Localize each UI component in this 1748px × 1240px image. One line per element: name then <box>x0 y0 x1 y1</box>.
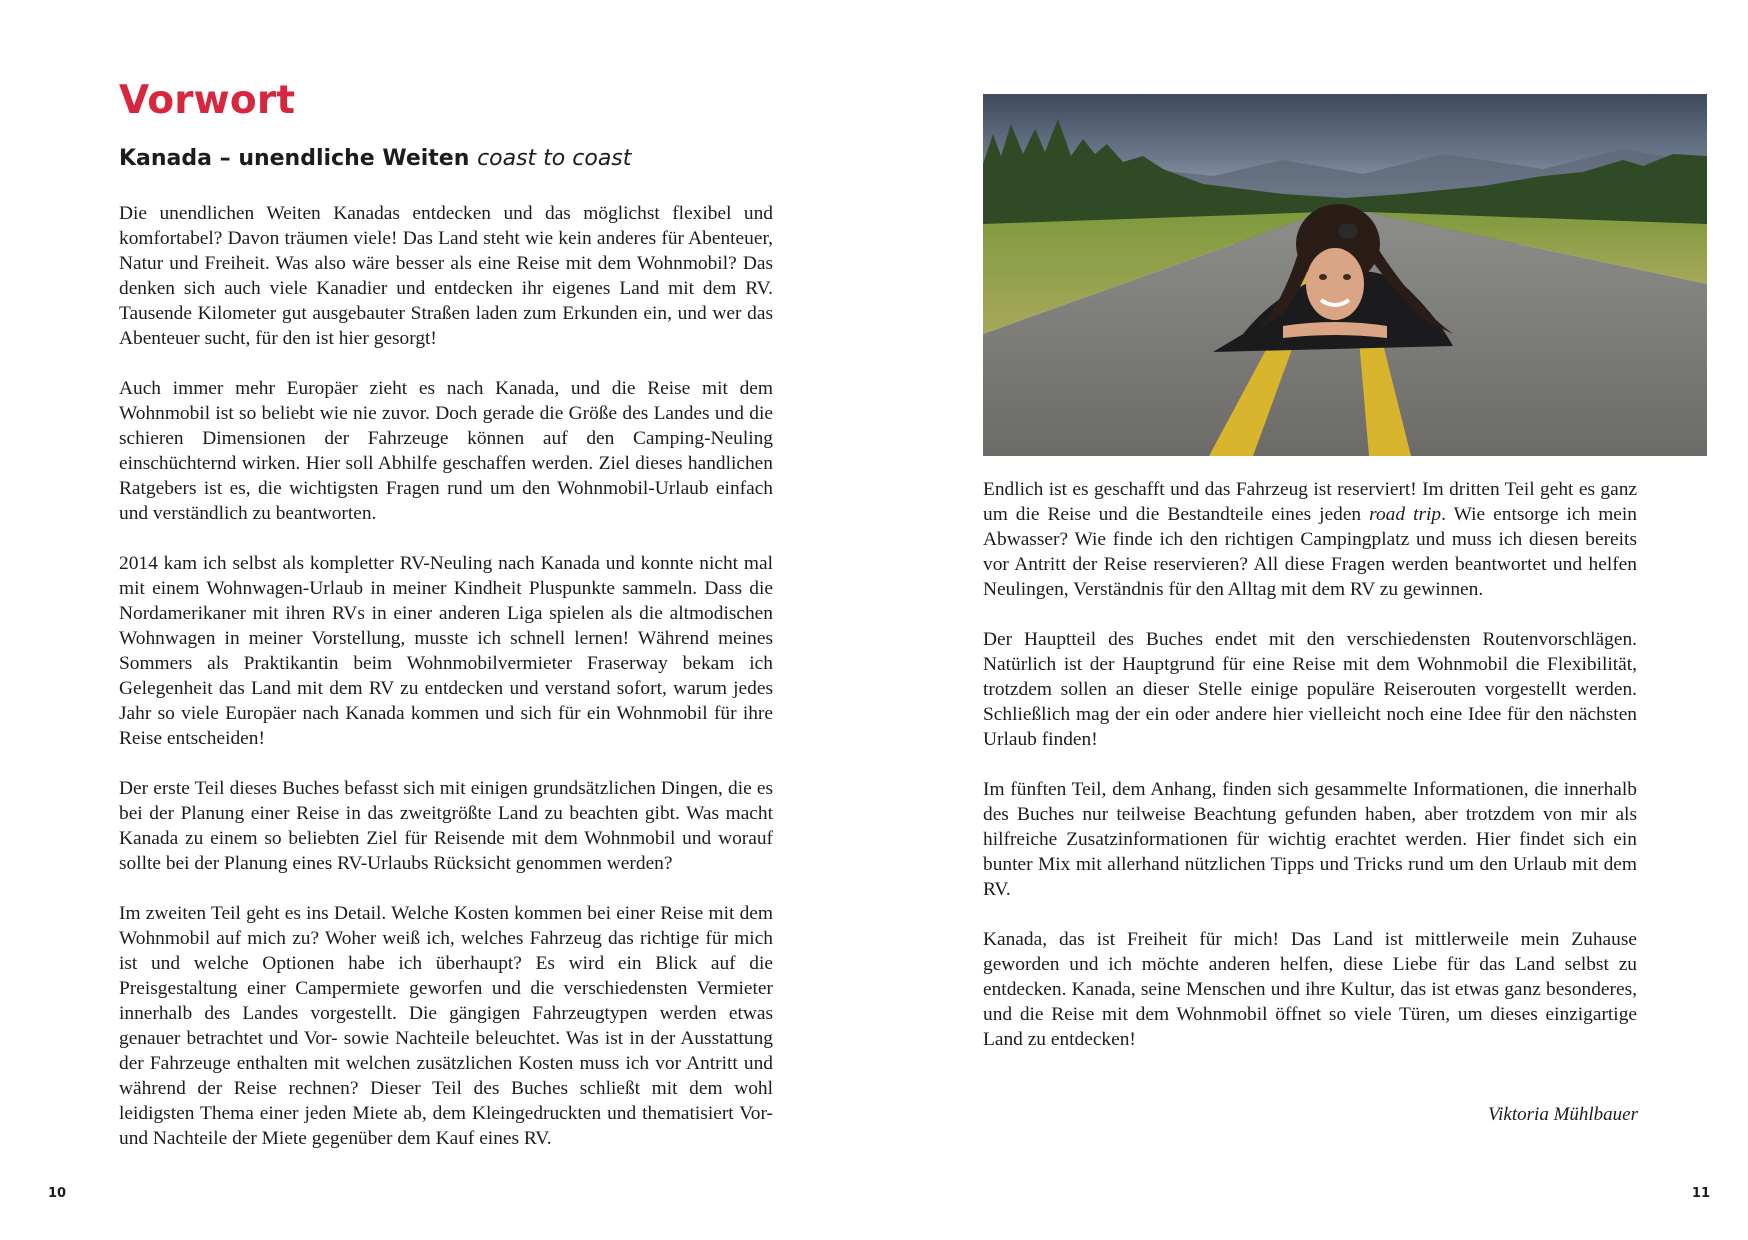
author-signature: Viktoria Mühlbauer <box>1487 1104 1638 1125</box>
paragraph: Kanada, das ist Freiheit für mich! Das Land ist mittlerweile mein Zuhause geworden und ich möchte anderen helfen, diese Liebe für das Land selbst zu entdecken. Kanada, seine Menschen und ihre Kultur, das ist etwas ganz besonderes, und die Reise mit dem Wohnmobil öffnet so viele Türen, um dieses einzigartige Land zu entdecken! <box>983 929 1637 1050</box>
left-text-column <box>119 201 773 1151</box>
paragraph-text: Endlich ist es geschafft und das Fahrzeug ist reserviert! Im dritten Teil geht es ganz um die Reise und die Bestandteile eines jeden <box>983 479 1637 525</box>
subtitle-main: Kanada – unendliche Weiten <box>119 146 470 171</box>
paragraph: 2014 kam ich selbst als kompletter RV-Neuling nach Kanada und konnte nicht mal mit einem Wohnwagen-Urlaub in meiner Kindheit Pluspunkte sammeln. Dass die Nordamerikaner mit ihren RVs in einer anderen Liga spielen als die altmodischen Wohnwagen in meiner Vorstellung, musste ich schnell lernen! Während meines Sommers als Praktikantin beim Wohnmobilvermieter Fraserway bekam ich Gelegenheit das Land mit dem RV zu entdecken und verstand sofort, warum jedes Jahr so viele Europäer nach Kanada kommen und sich für ein Wohnmobil für ihre Reise entscheiden! <box>119 553 773 749</box>
paragraph: Im zweiten Teil geht es ins Detail. Welche Kosten kommen bei einer Reise mit dem Wohnmobil auf mich zu? Woher weiß ich, welches Fahrzeug das richtige für mich ist und welche Optionen habe ich überhaupt? Es wird ein Blick auf die Preisgestaltung einer Campermiete geworfen und die verschiedensten Vermieter innerhalb des Landes vorgestellt. Die gängigen Fahrzeugtypen werden etwas genauer betrachtet und Vor- sowie Nachteile beleuchtet. Was ist in der Ausstattung der Fahrzeuge enthalten mit welchen zusätzlichen Kosten muss ich vor Antritt und während der Reise rechnen? Dieser Teil des Buches schließt mit dem wohl leidigsten Thema einer jeden Miete ab, dem Kleingedruckten und thematisiert Vor- und Nachteile der Miete gegenüber dem Kauf eines RV. <box>119 903 773 1149</box>
page-number: 11 <box>1691 1186 1710 1201</box>
page-subtitle <box>119 146 631 171</box>
right-text-column <box>983 477 1637 1052</box>
page-title: Vorwort <box>119 78 296 123</box>
right-page <box>874 0 1748 1240</box>
paragraph: Der Hauptteil des Buches endet mit den verschiedensten Routenvorschlägen. Natürlich ist der Hauptgrund für eine Reise mit dem Wohnmobil die Flexibilität, trotzdem sollen an dieser Stelle einige populäre Reiserouten vorgestellt werden. Schließlich mag der ein oder andere hier vielleicht noch eine Idee für den nächsten Urlaub finden! <box>983 629 1637 750</box>
paragraph: Im fünften Teil, dem Anhang, finden sich gesammelte Informationen, die innerhalb des Buches nur teilweise Beachtung gefunden haben, aber trotzdem von mir als hilfreiche Zusatzinformationen für wichtig erachtet werden. Hier findet sich ein bunter Mix mit allerhand nützlichen Tipps und Tricks rund um den Urlaub mit dem RV. <box>983 779 1637 900</box>
paragraph-text: . Wie entsorge ich mein Abwasser? Wie finde ich den richtigen Campingplatz und muss ich diesen bereits vor Antritt der Reise reservieren? All diese Fragen werden beantwortet und helfen Neulingen, Verständnis für den Alltag mit dem RV zu gewinnen. <box>983 504 1637 600</box>
paragraph: Die unendlichen Weiten Kanadas entdecken und das möglichst flexibel und komfortabel? Davon träumen viele! Das Land steht wie kein anderes für Abenteuer, Natur und Freiheit. Was also wäre besser als eine Reise mit dem Wohnmobil? Das denken sich auch viele Kanadier und entdecken ihr eigenes Land mit dem RV. Tausende Kilometer gut ausgebauter Straßen laden zum Erkunden ein, und wer das Abenteuer sucht, für den ist hier gesorgt! <box>119 203 773 349</box>
paragraph-italic-text: road trip <box>1369 504 1442 525</box>
subtitle-italic: coast to coast <box>477 146 632 171</box>
paragraph: Auch immer mehr Europäer zieht es nach Kanada, und die Reise mit dem Wohnmobil ist so beliebt wie nie zuvor. Doch gerade die Größe des Landes und die schieren Dimensionen der Fahrzeuge können auf den Camping-Neuling einschüchternd wirken. Hier soll Abhilfe geschaffen werden. Ziel dieses handlichen Ratgebers ist es, die wichtigsten Fragen rund um den Wohnmobil-Urlaub einfach und verständlich zu beantworten. <box>119 378 773 524</box>
road-photo <box>983 94 1707 456</box>
paragraph: Der erste Teil dieses Buches befasst sich mit einigen grundsätzlichen Dingen, die es bei der Planung einer Reise in das zweitgrößte Land zu beachten gibt. Was macht Kanada zu einem so beliebten Ziel für Reisende mit dem Wohnmobil und worauf sollte bei der Planung eines RV-Urlaubs Rücksicht genommen werden? <box>119 778 773 874</box>
page-number: 10 <box>48 1186 67 1201</box>
paragraph <box>983 477 1637 602</box>
road-photo-illustration <box>983 94 1707 456</box>
